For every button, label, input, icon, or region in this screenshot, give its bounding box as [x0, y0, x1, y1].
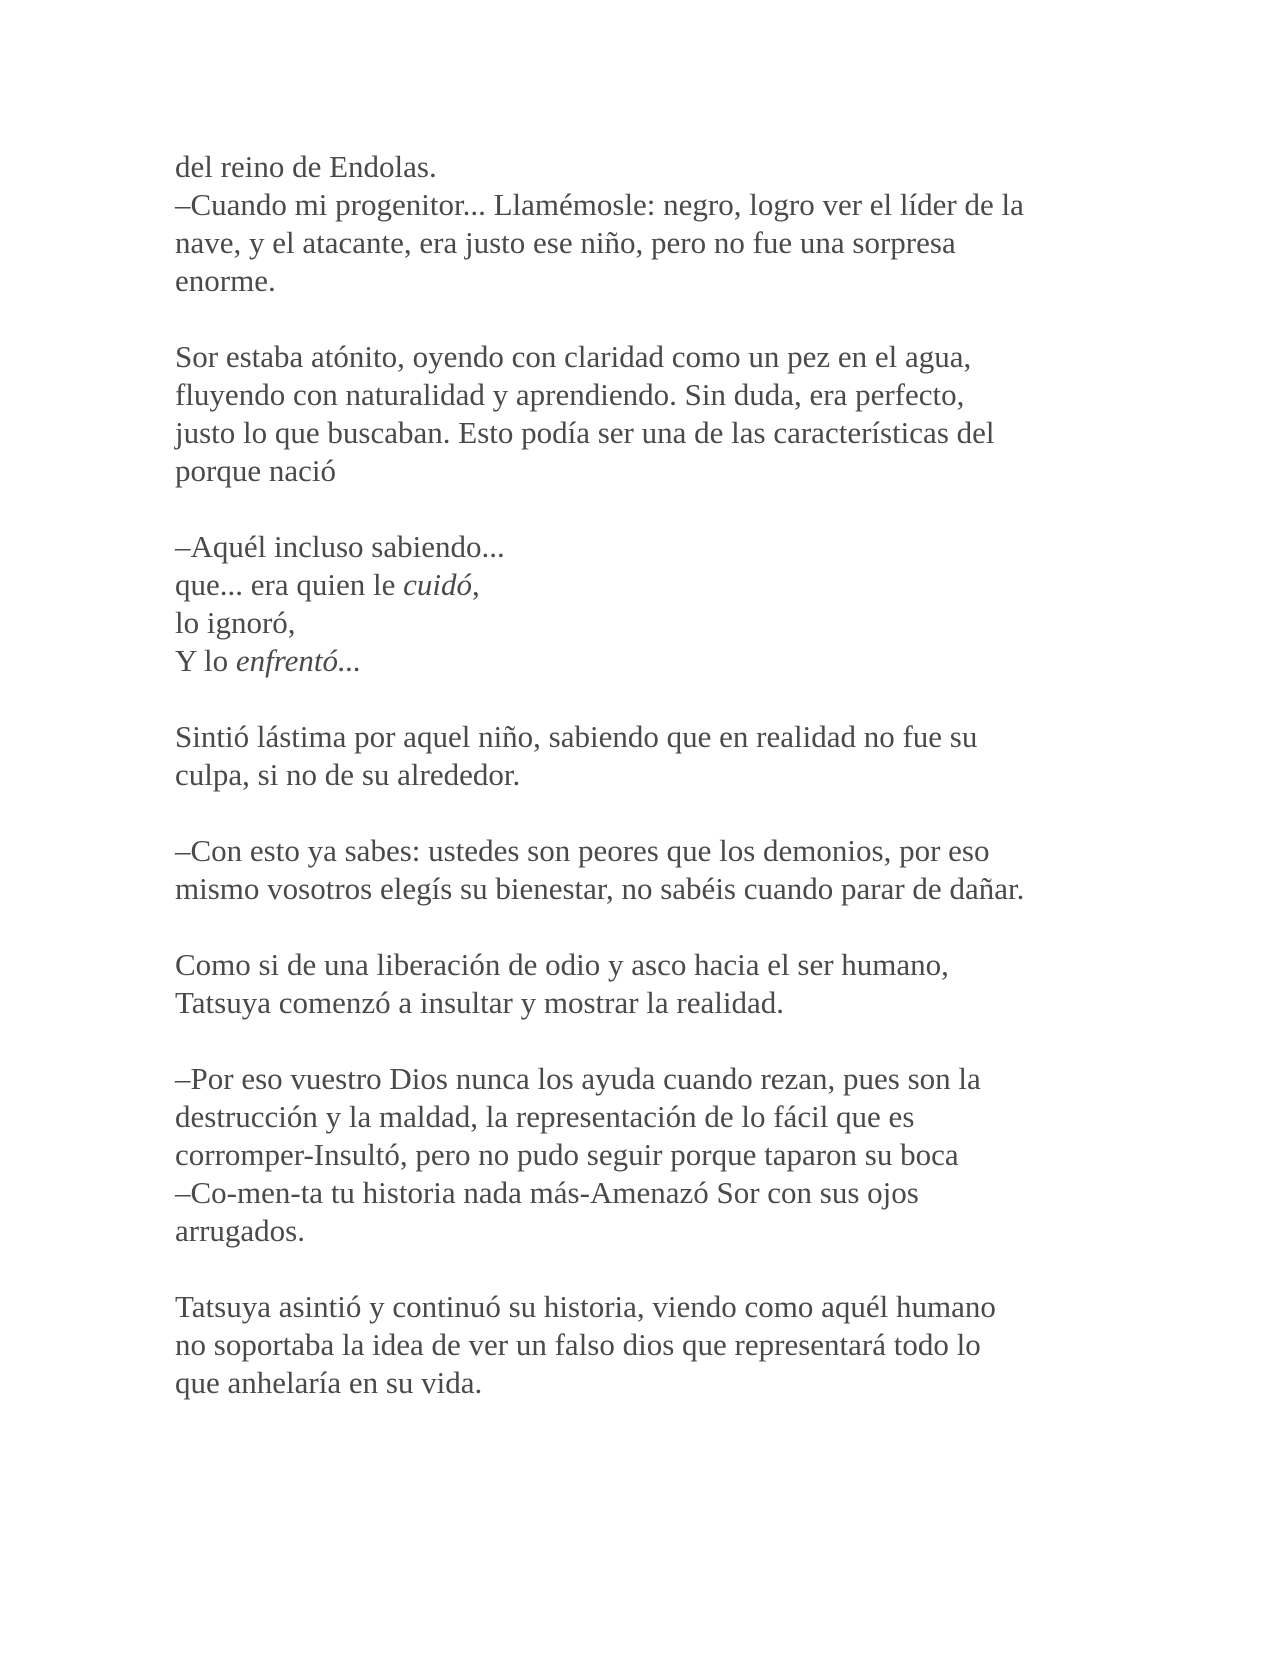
paragraph-5	[175, 832, 1135, 908]
text-line: Tatsuya asintió y continuó su historia, viendo como aquél humano	[175, 1289, 996, 1324]
text-line: –Aquél incluso sabiendo...	[175, 529, 505, 564]
text-line: –Co-men-ta tu historia nada más-Amenazó Sor con sus ojos	[175, 1175, 919, 1210]
paragraph-7	[175, 1060, 1135, 1250]
text-line: –Por eso vuestro Dios nunca los ayuda cuando rezan, pues son la	[175, 1061, 981, 1096]
text-line	[175, 642, 1135, 680]
text-segment: ,	[471, 567, 480, 602]
text-line: lo ignoró,	[175, 605, 296, 640]
text-line: del reino de Endolas.	[175, 149, 437, 184]
text-segment: que... era quien le	[175, 567, 404, 602]
text-line: porque nació	[175, 453, 336, 488]
text-line: no soportaba la idea de ver un falso dios que representará todo lo	[175, 1327, 981, 1362]
text-line: Tatsuya comenzó a insultar y mostrar la realidad.	[175, 985, 784, 1020]
text-line: enorme.	[175, 263, 276, 298]
paragraph-3-dialogue	[175, 528, 1135, 680]
paragraph-6	[175, 946, 1135, 1022]
text-segment: Y lo	[175, 643, 236, 678]
text-line: arrugados.	[175, 1213, 305, 1248]
text-line: fluyendo con naturalidad y aprendiendo. Sin duda, era perfecto,	[175, 377, 965, 412]
paragraph-4	[175, 718, 1135, 794]
paragraph-1	[175, 148, 1135, 300]
text-line: corromper-Insultó, pero no pudo seguir porque taparon su boca	[175, 1137, 959, 1172]
document-body	[175, 148, 1135, 1440]
text-line: que anhelaría en su vida.	[175, 1365, 483, 1400]
text-line: nave, y el atacante, era justo ese niño, pero no fue una sorpresa	[175, 225, 956, 260]
text-line: destrucción y la maldad, la representación de lo fácil que es	[175, 1099, 915, 1134]
text-line: justo lo que buscaban. Esto podía ser una de las características del	[175, 415, 995, 450]
text-line: Sor estaba atónito, oyendo con claridad como un pez en el agua,	[175, 339, 972, 374]
italic-word: cuidó	[403, 567, 472, 602]
italic-word: enfrentó...	[235, 643, 362, 678]
text-line: Como si de una liberación de odio y asco hacia el ser humano,	[175, 947, 949, 982]
text-line	[175, 566, 1135, 604]
paragraph-8	[175, 1288, 1135, 1402]
text-line: –Con esto ya sabes: ustedes son peores que los demonios, por eso	[175, 833, 990, 868]
paragraph-2	[175, 338, 1135, 490]
text-line: –Cuando mi progenitor... Llamémosle: negro, logro ver el líder de la	[175, 187, 1024, 222]
text-line: Sintió lástima por aquel niño, sabiendo que en realidad no fue su	[175, 719, 978, 754]
text-line: culpa, si no de su alrededor.	[175, 757, 521, 792]
text-line: mismo vosotros elegís su bienestar, no sabéis cuando parar de dañar.	[175, 871, 1025, 906]
